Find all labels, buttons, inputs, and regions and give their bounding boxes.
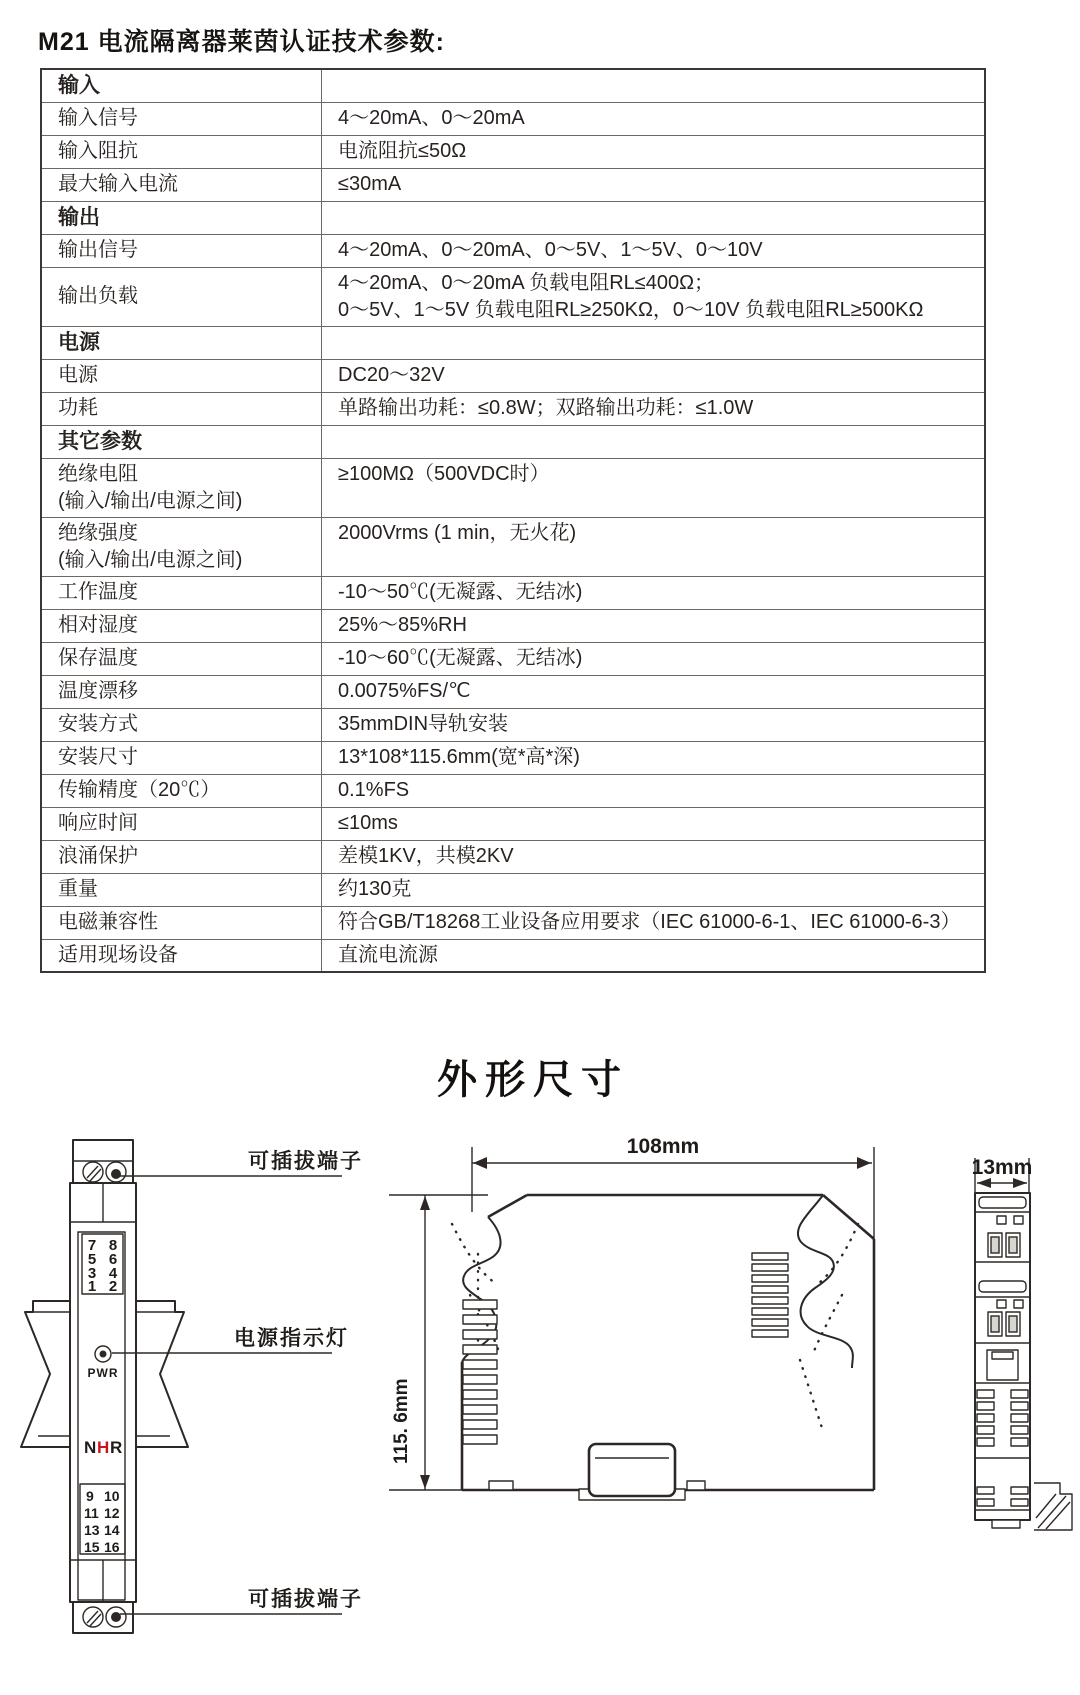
section-label: 其它参数	[58, 430, 142, 453]
terminal-number: 9	[86, 1488, 94, 1504]
table-row	[41, 576, 985, 609]
dim-thickness: 13mm	[971, 1156, 1033, 1179]
spec-label: 电磁兼容性	[58, 911, 158, 933]
spec-label: 输入信号	[58, 107, 138, 129]
vent-slats-right	[752, 1253, 788, 1337]
spec-value: 13*108*115.6mm(宽*高*深)	[338, 746, 580, 768]
spec-value: 4～20mA、0～20mA	[338, 107, 525, 129]
table-row	[41, 873, 985, 906]
spec-label: 适用现场设备	[58, 943, 178, 966]
terminal-number: 3	[87, 1265, 97, 1282]
terminal-number: 4	[108, 1265, 118, 1282]
terminal-number: 15	[84, 1539, 100, 1555]
rail-cross-section	[1034, 1483, 1072, 1530]
table-row	[41, 609, 985, 642]
terminal-number: 1	[87, 1278, 97, 1295]
outline-heading: 外形尺寸	[437, 1058, 629, 1102]
terminal-number: 12	[104, 1505, 120, 1521]
terminal-number: 2	[108, 1278, 118, 1295]
section-label: 电源	[58, 331, 100, 354]
spec-value: 直流电流源	[338, 943, 438, 966]
spec-label: 绝缘强度	[58, 521, 138, 544]
spec-table	[40, 68, 986, 973]
spec-label: 保存温度	[58, 647, 138, 669]
spec-label: 输出信号	[58, 239, 138, 261]
vent-slats-left	[463, 1300, 497, 1444]
pwr-label: PWR	[87, 1366, 119, 1380]
spec-label: 传输精度（20℃）	[58, 779, 221, 801]
terminal-number: 13	[84, 1522, 100, 1538]
spec-value: 0.1%FS	[338, 779, 410, 801]
table-row	[41, 807, 985, 840]
table-section-row	[41, 326, 985, 359]
spec-label: 功耗	[58, 397, 98, 419]
spec-label: 输入阻抗	[58, 140, 138, 162]
spec-label: 温度漂移	[58, 680, 138, 702]
table-row	[41, 458, 985, 517]
brand-letter: H	[97, 1438, 110, 1457]
label-pluggable-terminal-bottom: 可插拔端子	[248, 1588, 363, 1611]
table-row	[41, 234, 985, 267]
terminal-number: 7	[87, 1237, 97, 1254]
screw-icon	[106, 1607, 126, 1627]
brand-logo	[84, 1438, 122, 1457]
spec-label: 浪涌保护	[58, 845, 138, 867]
spec-label: 安装方式	[58, 713, 138, 735]
table-section-row	[41, 201, 985, 234]
spec-value-line2: 0～5V、1～5V 负载电阻RL≥250KΩ，0～10V 负载电阻RL≥500KΩ	[338, 298, 924, 321]
spec-label-line2: (输入/输出/电源之间)	[58, 548, 243, 571]
table-row	[41, 939, 985, 972]
terminal-number: 6	[108, 1251, 118, 1268]
spec-label: 相对湿度	[58, 614, 138, 636]
bottom-connector	[579, 1444, 685, 1500]
dimension-drawing	[0, 1030, 1080, 1695]
front-view	[70, 1140, 136, 1633]
table-row	[41, 708, 985, 741]
spec-value: 0.0075%FS/℃	[338, 680, 471, 702]
table-row	[41, 840, 985, 873]
terminal-number: 10	[104, 1488, 120, 1504]
dim-width: 108mm	[626, 1135, 700, 1158]
spec-value: 符合GB/T18268工业设备应用要求（IEC 61000-6-1、IEC 61000-6-3）	[338, 911, 961, 933]
spec-value: ≤30mA	[338, 173, 402, 195]
spec-value: 约130克	[338, 878, 412, 900]
spec-value: -10～50℃(无凝露、无结冰)	[338, 581, 583, 603]
table-row	[41, 267, 985, 326]
spec-value: -10～60℃(无凝露、无结冰)	[338, 647, 583, 669]
side-view-narrow	[972, 1156, 1072, 1530]
table-row	[41, 642, 985, 675]
side-view	[389, 1135, 874, 1500]
table-row	[41, 675, 985, 708]
spec-value: ≤10ms	[338, 812, 398, 834]
screw-icon	[106, 1162, 126, 1182]
table-row	[41, 906, 985, 939]
spec-value: 4～20mA、0～20mA、0～5V、1～5V、0～10V	[338, 239, 763, 261]
spec-label: 安装尺寸	[58, 746, 138, 768]
table-section-row	[41, 69, 985, 102]
table-row	[41, 392, 985, 425]
spec-value: 电流阻抗≤50Ω	[338, 140, 467, 162]
spec-label-line2: (输入/输出/电源之间)	[58, 489, 243, 512]
screw-icon	[83, 1607, 103, 1627]
section-label: 输出	[58, 206, 100, 229]
brand-letter: N	[84, 1438, 97, 1457]
spec-value: 35mmDIN导轨安装	[338, 713, 509, 735]
brand-letter: R	[110, 1438, 123, 1457]
section-label: 输入	[58, 74, 100, 98]
label-pluggable-terminal-top: 可插拔端子	[248, 1150, 363, 1173]
table-section-row	[41, 425, 985, 458]
spec-value: 25%～85%RH	[338, 614, 467, 636]
table-row	[41, 359, 985, 392]
spec-value: 4～20mA、0～20mA 负载电阻RL≤400Ω；	[338, 271, 715, 294]
spec-value: 差模1KV，共模2KV	[338, 845, 514, 867]
table-row	[41, 517, 985, 576]
spec-label: 最大输入电流	[58, 173, 178, 195]
spec-value: DC20～32V	[338, 364, 445, 386]
screw-icon	[83, 1162, 103, 1182]
terminal-number: 16	[104, 1539, 120, 1555]
spec-value: 单路输出功耗：≤0.8W；双路输出功耗：≤1.0W	[338, 397, 754, 419]
terminal-number: 5	[87, 1251, 97, 1268]
table-row	[41, 135, 985, 168]
table-row	[41, 102, 985, 135]
spec-label: 重量	[58, 878, 98, 900]
spec-label: 绝缘电阻	[58, 462, 138, 485]
terminal-number: 11	[84, 1505, 99, 1521]
terminal-number: 8	[108, 1237, 118, 1254]
spec-label: 工作温度	[58, 581, 138, 603]
spec-value: 2000Vrms (1 min，无火花)	[338, 521, 577, 544]
table-row	[41, 774, 985, 807]
spec-label: 输出负载	[58, 285, 138, 307]
spec-value: ≥100MΩ（500VDC时）	[338, 462, 550, 485]
table-row	[41, 741, 985, 774]
table-row	[41, 168, 985, 201]
spec-label: 电源	[58, 364, 98, 386]
spec-label: 响应时间	[58, 812, 138, 834]
dim-depth: 115. 6mm	[391, 1378, 412, 1464]
page-title: M21 电流隔离器莱茵认证技术参数:	[38, 28, 445, 56]
terminal-number: 14	[104, 1522, 120, 1538]
label-power-indicator: 电源指示灯	[234, 1327, 349, 1350]
